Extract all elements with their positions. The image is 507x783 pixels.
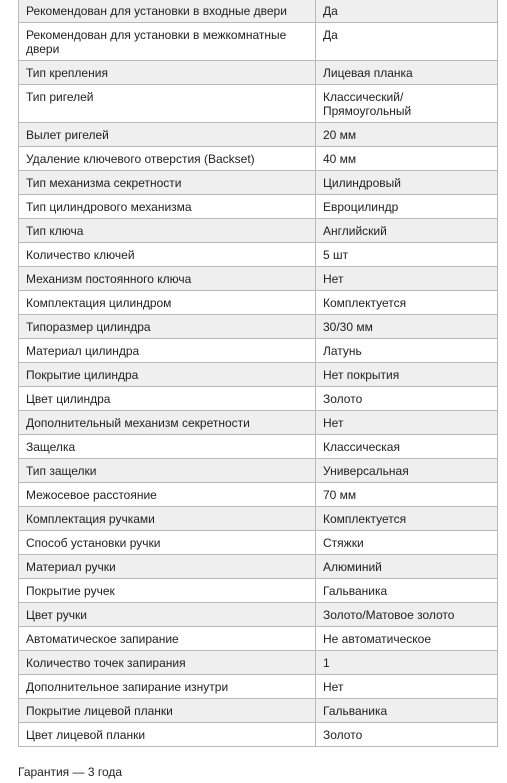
- spec-value: 20 мм: [316, 123, 498, 147]
- spec-label: Удаление ключевого отверстия (Backset): [19, 147, 316, 171]
- spec-label: Тип крепления: [19, 61, 316, 85]
- spec-label: Цвет цилиндра: [19, 387, 316, 411]
- spec-value: Алюминий: [316, 555, 498, 579]
- spec-value: Комплектуется: [316, 291, 498, 315]
- spec-label: Комплектация ручками: [19, 507, 316, 531]
- spec-value: Классическая: [316, 435, 498, 459]
- spec-value: 5 шт: [316, 243, 498, 267]
- spec-value: Универсальная: [316, 459, 498, 483]
- spec-value: 30/30 мм: [316, 315, 498, 339]
- table-row: [19, 85, 498, 123]
- spec-label: Тип механизма секретности: [19, 171, 316, 195]
- spec-value: Золото: [316, 723, 498, 747]
- table-row: [19, 61, 498, 85]
- spec-value: Нет покрытия: [316, 363, 498, 387]
- spec-value: Комплектуется: [316, 507, 498, 531]
- spec-label: Покрытие лицевой планки: [19, 699, 316, 723]
- spec-label: Автоматическое запирание: [19, 627, 316, 651]
- spec-label: Дополнительное запирание изнутри: [19, 675, 316, 699]
- spec-label: Цвет ручки: [19, 603, 316, 627]
- specs-table-body: [19, 0, 498, 747]
- spec-value: Да: [316, 23, 498, 61]
- table-row: [19, 603, 498, 627]
- spec-value: Золото: [316, 387, 498, 411]
- table-row: [19, 651, 498, 675]
- spec-label: Межосевое расстояние: [19, 483, 316, 507]
- table-row: [19, 555, 498, 579]
- spec-label: Рекомендован для установки в входные двери: [19, 0, 316, 23]
- spec-value: Нет: [316, 267, 498, 291]
- spec-value: 1: [316, 651, 498, 675]
- table-row: [19, 123, 498, 147]
- spec-label: Комплектация цилиндром: [19, 291, 316, 315]
- spec-label: Типоразмер цилиндра: [19, 315, 316, 339]
- spec-label: Тип ключа: [19, 219, 316, 243]
- table-row: [19, 699, 498, 723]
- table-row: [19, 531, 498, 555]
- spec-value: Не автоматическое: [316, 627, 498, 651]
- spec-value: Гальваника: [316, 579, 498, 603]
- spec-label: Защелка: [19, 435, 316, 459]
- table-row: [19, 23, 498, 61]
- spec-value: 40 мм: [316, 147, 498, 171]
- spec-label: Покрытие цилиндра: [19, 363, 316, 387]
- spec-value: Нет: [316, 411, 498, 435]
- warranty-note: Гарантия — 3 года: [18, 765, 123, 779]
- table-row: [19, 339, 498, 363]
- table-row: [19, 267, 498, 291]
- table-row: [19, 363, 498, 387]
- table-row: [19, 0, 498, 23]
- spec-label: Материал цилиндра: [19, 339, 316, 363]
- table-row: [19, 627, 498, 651]
- table-row: [19, 219, 498, 243]
- spec-label: Цвет лицевой планки: [19, 723, 316, 747]
- spec-value: Евроцилиндр: [316, 195, 498, 219]
- table-row: [19, 483, 498, 507]
- table-row: [19, 315, 498, 339]
- spec-label: Рекомендован для установки в межкомнатные двери: [19, 23, 316, 61]
- spec-label: Тип ригелей: [19, 85, 316, 123]
- spec-value: Классический/ Прямоугольный: [316, 85, 498, 123]
- spec-value: 70 мм: [316, 483, 498, 507]
- table-row: [19, 243, 498, 267]
- spec-value: Золото/Матовое золото: [316, 603, 498, 627]
- spec-value: Латунь: [316, 339, 498, 363]
- spec-value: Гальваника: [316, 699, 498, 723]
- spec-value: Английский: [316, 219, 498, 243]
- spec-value: Лицевая планка: [316, 61, 498, 85]
- spec-value: Да: [316, 0, 498, 23]
- table-row: [19, 147, 498, 171]
- table-row: [19, 291, 498, 315]
- spec-label: Способ установки ручки: [19, 531, 316, 555]
- table-row: [19, 507, 498, 531]
- spec-label: Механизм постоянного ключа: [19, 267, 316, 291]
- table-row: [19, 579, 498, 603]
- spec-value: Стяжки: [316, 531, 498, 555]
- spec-value: Нет: [316, 675, 498, 699]
- table-row: [19, 411, 498, 435]
- spec-label: Тип цилиндрового механизма: [19, 195, 316, 219]
- spec-label: Материал ручки: [19, 555, 316, 579]
- table-row: [19, 723, 498, 747]
- spec-label: Количество ключей: [19, 243, 316, 267]
- table-row: [19, 675, 498, 699]
- spec-label: Вылет ригелей: [19, 123, 316, 147]
- spec-label: Тип защелки: [19, 459, 316, 483]
- spec-label: Количество точек запирания: [19, 651, 316, 675]
- spec-label: Покрытие ручек: [19, 579, 316, 603]
- table-row: [19, 459, 498, 483]
- table-row: [19, 171, 498, 195]
- table-row: [19, 387, 498, 411]
- specs-table: [18, 0, 498, 747]
- table-row: [19, 195, 498, 219]
- spec-label: Дополнительный механизм секретности: [19, 411, 316, 435]
- spec-value: Цилиндровый: [316, 171, 498, 195]
- table-row: [19, 435, 498, 459]
